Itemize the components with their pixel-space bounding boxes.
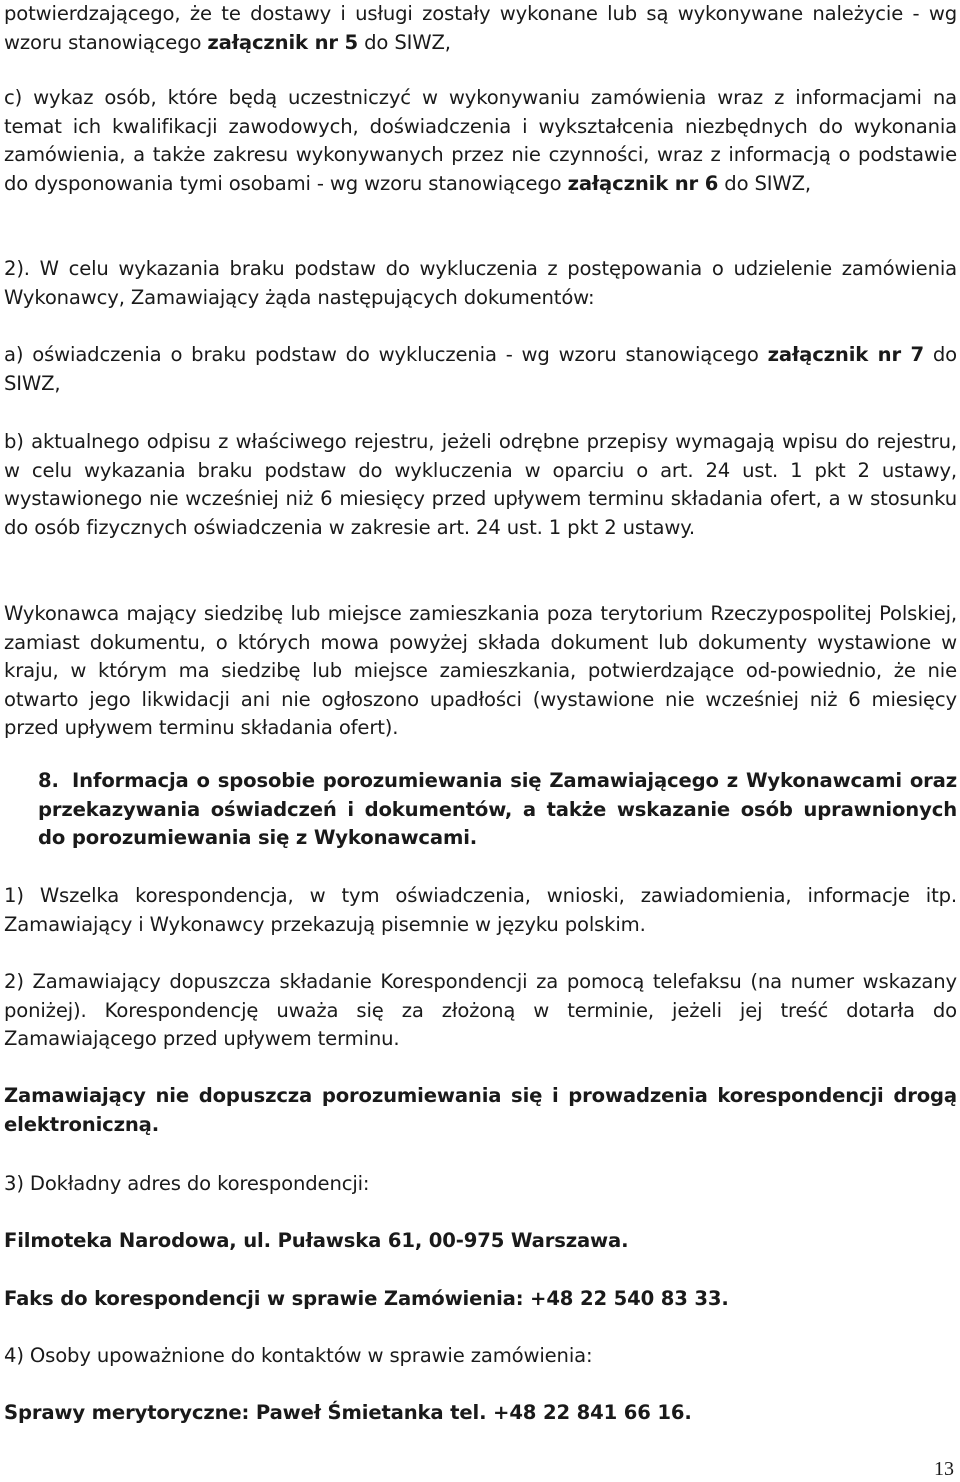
paragraph-text: 4) Osoby upoważnione do kontaktów w sprawie zamówienia: xyxy=(4,1344,593,1367)
paragraph-2 xyxy=(4,255,957,312)
section-title: Informacja o sposobie porozumiewania się Zamawiającego z Wykonawcami oraz przekazywania oświadczeń i dokumentów, a także wskazanie osób uprawnionych do porozumiewania się z Wykonawcami. xyxy=(38,769,957,850)
attachment-reference: załącznik nr 6 xyxy=(567,171,719,195)
paragraph-tail: do SIWZ, xyxy=(718,171,811,195)
paragraph-text: 3) Dokładny adres do korespondencji: xyxy=(4,1172,370,1195)
attachment-reference: załącznik nr 5 xyxy=(207,30,359,54)
correspondence-address xyxy=(4,1227,957,1256)
section-number: 8. xyxy=(38,769,59,792)
paragraph-item-3 xyxy=(4,1170,957,1199)
address-text: Filmoteka Narodowa, ul. Puławska 61, 00-975 Warszawa. xyxy=(4,1229,629,1252)
paragraph-foreign-contractor xyxy=(4,600,957,743)
paragraph-c xyxy=(4,84,957,198)
paragraph-continuation xyxy=(4,0,957,57)
paragraph-item-4 xyxy=(4,1342,957,1371)
paragraph-item-2 xyxy=(4,968,957,1054)
paragraph-text: c) wykaz osób, które będą uczestniczyć w wykonywaniu zamówienia wraz z informacjami na temat ich kwalifikacji zawodowych, doświadczenia i wykształcenia niezbędnych do wykonania zamówienia, a także zakresu wykonywanych przez nie czynności, wraz z informacją o podstawie do dysponowania tymi osobami - wg wzoru stanowiącego xyxy=(4,86,957,195)
paragraph-a xyxy=(4,341,957,398)
fax-number xyxy=(4,1285,957,1314)
contact-person xyxy=(4,1399,957,1428)
paragraph-text: 1) Wszelka korespondencja, w tym oświadczenia, wnioski, zawiadomienia, informacje itp. Zamawiający i Wykonawcy przekazują pisemnie w języku polskim. xyxy=(4,884,957,936)
page-number: 13 xyxy=(934,1458,954,1480)
fax-text: Faks do korespondencji w sprawie Zamówienia: +48 22 540 83 33. xyxy=(4,1287,729,1310)
paragraph-b xyxy=(4,428,957,542)
contact-text: Sprawy merytoryczne: Paweł Śmietanka tel. +48 22 841 66 16. xyxy=(4,1401,692,1424)
paragraph-text: 2) Zamawiający dopuszcza składanie Korespondencji za pomocą telefaksu (na numer wskazany poniżej). Korespondencję uważa się za złożoną w terminie, jeżeli jej treść dotarła do Zamawiającego przed upływem terminu. xyxy=(4,970,957,1051)
notice-no-electronic xyxy=(4,1082,957,1139)
notice-text: Zamawiający nie dopuszcza porozumiewania się i prowadzenia korespondencji drogą elektroniczną. xyxy=(4,1084,957,1136)
paragraph-text: 2). W celu wykazania braku podstaw do wykluczenia z postępowania o udzielenie zamówienia Wykonawcy, Zamawiający żąda następujących dokumentów: xyxy=(4,257,957,309)
paragraph-tail: do SIWZ, xyxy=(358,30,451,54)
paragraph-text: b) aktualnego odpisu z właściwego rejestru, jeżeli odrębne przepisy wymagają wpisu do rejestru, w celu wykazania braku podstaw do wykluczenia w oparciu o art. 24 ust. 1 pkt 2 ustawy, wystawionego nie wcześniej niż 6 miesięcy przed upływem terminu składania ofert, a w stosunku do osób fizycznych oświadczenia w zakresie art. 24 ust. 1 pkt 2 ustawy. xyxy=(4,430,957,539)
paragraph-text: a) oświadczenia o braku podstaw do wykluczenia - wg wzoru stanowiącego xyxy=(4,343,768,366)
attachment-reference: załącznik nr 7 xyxy=(767,343,924,366)
paragraph-text: Wykonawca mający siedzibę lub miejsce zamieszkania poza terytorium Rzeczypospolitej Polskiej, zamiast dokumentu, o których mowa powyżej składa dokument lub dokumenty wystawione w kraju, w którym ma siedzibę lub miejsce zamieszkania, potwierdzające od-powiednio, że nie otwarto jego likwidacji ani nie ogłoszono upadłości (wystawione nie wcześniej niż 6 miesięcy przed upływem terminu składania ofert). xyxy=(4,602,957,740)
section-heading-8 xyxy=(4,767,957,853)
paragraph-tail: do SIWZ, xyxy=(4,343,957,395)
paragraph-item-1 xyxy=(4,882,957,939)
paragraph-text: potwierdzającego, że te dostawy i usługi zostały wykonane lub są wykonywane należycie - wg wzoru stanowiącego xyxy=(4,2,957,54)
